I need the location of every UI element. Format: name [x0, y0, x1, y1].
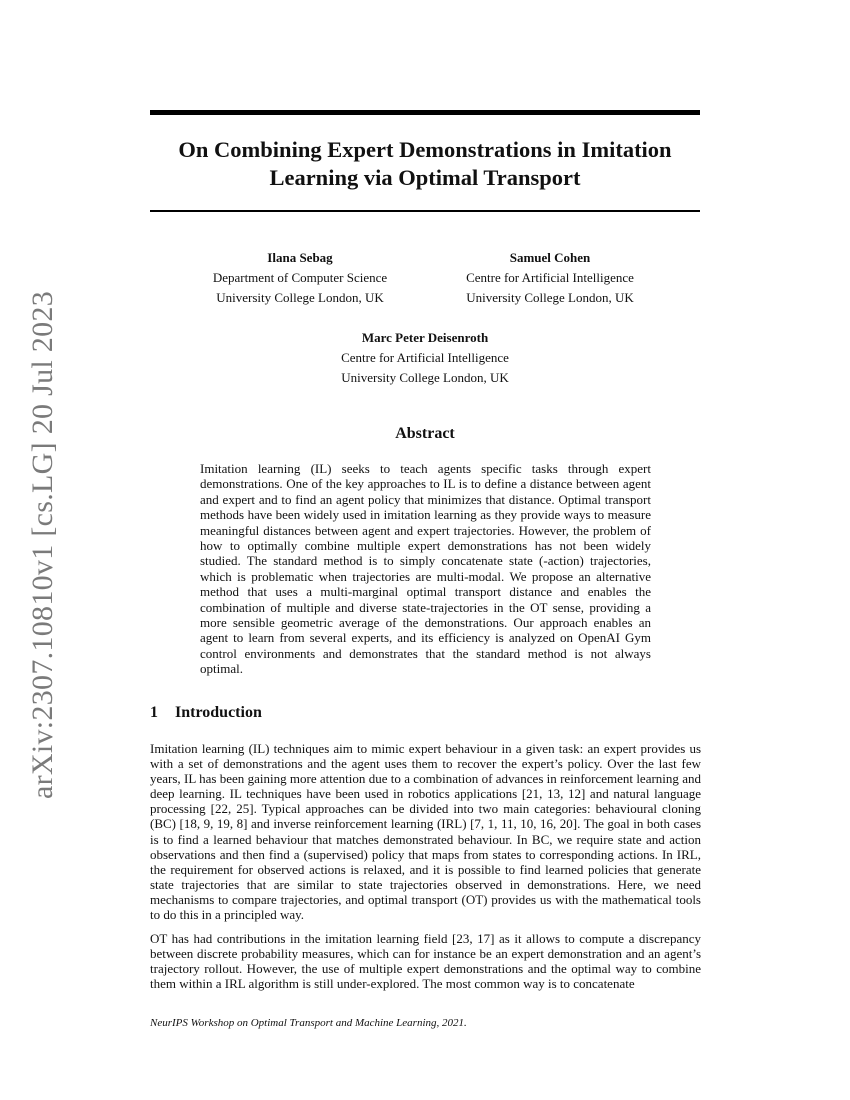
title-top-rule — [150, 110, 700, 115]
author-block-3 — [300, 328, 550, 388]
paper-title: On Combining Expert Demonstrations in Imitation Learning via Optimal Transport — [178, 137, 672, 190]
author-institution: University College London, UK — [216, 290, 384, 305]
intro-paragraph-1: Imitation learning (IL) techniques aim to mimic expert behaviour in a given task: an expert provides us with a set of demonstrations and the agent uses them to recover the expert’s policy. Over the last few years, IL has been gaining more attention due to a combination of advances in reinforcement learning and deep learning. IL techniques have been used in robotics applications [21, 13, 12] and natural language processing [22, 25]. Typical approaches can be divided into two main categories: behavioural cloning (BC) [18, 9, 19, 8] and inverse reinforcement learning (IRL) [7, 1, 11, 10, 16, 20]. The goal in both cases is to find a learned behaviour that matches demonstrated behaviour. In BC, we require state and action observations and then find a (supervised) policy that maps from states to corresponding actions. In IRL, the requirement for observed actions is relaxed, and it is possible to find learned policies that generate state trajectories that are similar to state trajectories observed in demonstrations. Here, we need mechanisms to compare trajectories, and optimal transport (OT) provides us with the mathematical tools to do this in a principled way. — [150, 741, 701, 923]
author-block-2 — [425, 248, 675, 308]
arxiv-stamp: arXiv:2307.10810v1 [cs.LG] 20 Jul 2023 — [26, 290, 59, 800]
venue-footnote: NeurIPS Workshop on Optimal Transport and Machine Learning, 2021. — [150, 1017, 467, 1029]
section-number: 1 — [150, 704, 158, 721]
abstract-text: Imitation learning (IL) seeks to teach agents specific tasks through expert demonstrations. One of the key approaches to IL is to define a distance between agent and expert and to find an agent policy that minimizes that distance. Optimal transport methods have been widely used in imitation learning as they provide ways to measure meaningful distances between agent and expert trajectories. However, the problem of how to optimally combine multiple expert demonstrations has not been widely studied. The standard method is to simply concatenate state (-action) trajectories, which is problematic when trajectories are multi-modal. We propose an alternative method that uses a multi-marginal optimal transport distance and enables the combination of multiple and diverse state-trajectories in the OT sense, providing a more sensible geometric average of the demonstrations. Our approach enables an agent to learn from several experts, and its efficiency is analyzed on OpenAI Gym control environments and demonstrates that the standard method is not always optimal. — [200, 461, 651, 677]
author-institution: University College London, UK — [466, 290, 634, 305]
author-department: Department of Computer Science — [212, 270, 388, 285]
author-name: Marc Peter Deisenroth — [361, 330, 489, 345]
title-bottom-rule — [150, 210, 700, 212]
author-block-1 — [175, 248, 425, 308]
author-name: Samuel Cohen — [509, 250, 591, 265]
author-department: Centre for Artificial Intelligence — [466, 270, 634, 285]
intro-paragraph-2: OT has had contributions in the imitation learning field [23, 17] as it allows to compute a discrepancy between discrete probability measures, which can for instance be an expert demonstration and an agent’s trajectory rollout. However, the use of multiple expert demonstrations and the optimal way to combine them within a IRL algorithm is still under-explored. The most common way is to concatenate — [150, 931, 701, 992]
author-institution: University College London, UK — [341, 370, 509, 385]
abstract-heading: Abstract — [395, 425, 455, 442]
author-name: Ilana Sebag — [267, 250, 333, 265]
section-title: Introduction — [175, 704, 262, 721]
section-heading — [150, 704, 262, 722]
author-department: Centre for Artificial Intelligence — [341, 350, 509, 365]
